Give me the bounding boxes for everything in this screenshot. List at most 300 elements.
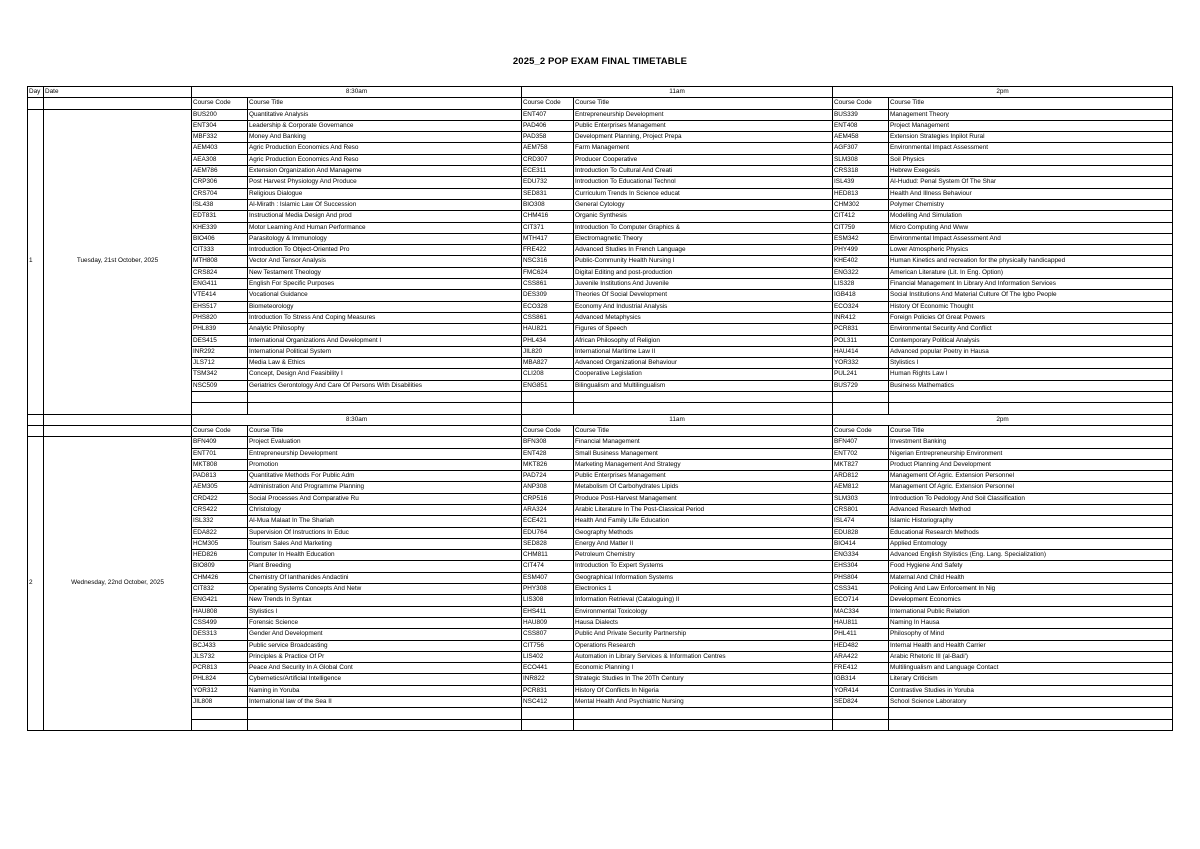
table-row bbox=[28, 233, 1173, 244]
course-title: Advanced Organizational Behaviour bbox=[574, 358, 833, 369]
course-code: HAU808 bbox=[192, 606, 248, 617]
table-row bbox=[28, 437, 1173, 448]
course-code: CSS341 bbox=[833, 584, 889, 595]
course-title: Development Economics bbox=[889, 595, 1173, 606]
course-title: Digital Editing and post-production bbox=[574, 267, 833, 278]
course-code: CRS801 bbox=[833, 504, 889, 515]
course-title: Business Mathematics bbox=[889, 380, 1173, 391]
course-title: Environmental Toxicology bbox=[574, 606, 833, 617]
course-title: Theories Of Social Development bbox=[574, 290, 833, 301]
course-title: Juvenile Institutions And Juvenile bbox=[574, 279, 833, 290]
course-code: TSM342 bbox=[192, 369, 248, 380]
course-title: Bilingualism and Multilingualism bbox=[574, 380, 833, 391]
course-code: ISL474 bbox=[833, 516, 889, 527]
course-title: History Of Conflicts In Nigeria bbox=[574, 685, 833, 696]
slot-header-row bbox=[28, 87, 1173, 98]
course-code: JLS732 bbox=[192, 651, 248, 662]
course-code: ENG322 bbox=[833, 267, 889, 278]
course-title: Entrepreneurship Development bbox=[248, 448, 522, 459]
course-title: Petroleum Chemistry bbox=[574, 550, 833, 561]
course-title: Small Business Management bbox=[574, 448, 833, 459]
course-title: Financial Management In Library And Information Services bbox=[889, 279, 1173, 290]
course-title: Hausa Dialects bbox=[574, 617, 833, 628]
course-title: Mental Health And Psychiatric Nursing bbox=[574, 697, 833, 708]
course-code: DES309 bbox=[522, 290, 574, 301]
course-title: Farm Management bbox=[574, 143, 833, 154]
course-code: LIS402 bbox=[522, 651, 574, 662]
course-code: AEM458 bbox=[833, 132, 889, 143]
course-title: Produce Post-Harvest Management bbox=[574, 493, 833, 504]
course-title-label: Course Title bbox=[889, 98, 1173, 109]
course-code: PCR831 bbox=[522, 685, 574, 696]
course-code: IGB314 bbox=[833, 674, 889, 685]
course-title: Al-Mirath : Islamic Law Of Succession bbox=[248, 199, 522, 210]
course-title: Health And Illness Behaviour bbox=[889, 188, 1173, 199]
blank-cell bbox=[574, 708, 833, 719]
table-row bbox=[28, 493, 1173, 504]
course-title: Environmental Impact Assessment bbox=[889, 143, 1173, 154]
course-title: International Political System bbox=[248, 346, 522, 357]
course-code: INR292 bbox=[192, 346, 248, 357]
course-code: PUL241 bbox=[833, 369, 889, 380]
course-title: Operations Research bbox=[574, 640, 833, 651]
course-title: Religious Dialogue bbox=[248, 188, 522, 199]
time-slot-header: 2pm bbox=[833, 414, 1173, 425]
day-number: 2 bbox=[28, 437, 44, 731]
course-title: Electronics 1 bbox=[574, 584, 833, 595]
course-title: Vector And Tensor Analysis bbox=[248, 256, 522, 267]
table-row bbox=[28, 697, 1173, 708]
course-title: Chemistry Of lanthanides Andactini bbox=[248, 572, 522, 583]
blank-cell bbox=[248, 403, 522, 414]
blank-cell bbox=[833, 719, 889, 730]
table-row bbox=[28, 674, 1173, 685]
course-code: CSS807 bbox=[522, 629, 574, 640]
course-title: Policing And Law Enforcement In Nig bbox=[889, 584, 1173, 595]
course-code: PHL839 bbox=[192, 324, 248, 335]
course-title: Promotion bbox=[248, 459, 522, 470]
course-code: NSC316 bbox=[522, 256, 574, 267]
table-row bbox=[28, 290, 1173, 301]
course-code: ECO441 bbox=[522, 663, 574, 674]
course-title: Agric Production Economics And Reso bbox=[248, 154, 522, 165]
course-code: BFN407 bbox=[833, 437, 889, 448]
course-code: ENT702 bbox=[833, 448, 889, 459]
time-slot-header: 11am bbox=[522, 414, 833, 425]
course-code: CIT759 bbox=[833, 222, 889, 233]
table-row bbox=[28, 166, 1173, 177]
blank-cell bbox=[248, 719, 522, 730]
course-title: Parasitology & Immunology bbox=[248, 233, 522, 244]
course-title: Soil Physics bbox=[889, 154, 1173, 165]
course-code: AGF307 bbox=[833, 143, 889, 154]
course-code: PCR831 bbox=[833, 324, 889, 335]
course-code: EDU828 bbox=[833, 527, 889, 538]
course-title: Post Harvest Physiology And Produce bbox=[248, 177, 522, 188]
course-title: Contrastive Studies in Yoruba bbox=[889, 685, 1173, 696]
course-title: Hebrew Exegesis bbox=[889, 166, 1173, 177]
course-title: Public-Community Health Nursing I bbox=[574, 256, 833, 267]
table-row bbox=[28, 245, 1173, 256]
table-row bbox=[28, 199, 1173, 210]
blank-cell bbox=[192, 392, 248, 403]
course-title: Public service Broadcasting bbox=[248, 640, 522, 651]
table-row bbox=[28, 279, 1173, 290]
table-row bbox=[28, 222, 1173, 233]
table-row bbox=[28, 335, 1173, 346]
course-code: INR412 bbox=[833, 312, 889, 323]
course-title: Economy And Industrial Analysis bbox=[574, 301, 833, 312]
course-title: Advanced Metaphysics bbox=[574, 312, 833, 323]
course-code: EDU732 bbox=[522, 177, 574, 188]
course-code: HED813 bbox=[833, 188, 889, 199]
course-code: CHM426 bbox=[192, 572, 248, 583]
course-title: Economic Planning I bbox=[574, 663, 833, 674]
course-title: Instructional Media Design And prod bbox=[248, 211, 522, 222]
blank-cell bbox=[889, 403, 1173, 414]
course-code-label: Course Code bbox=[192, 98, 248, 109]
course-code: CHM302 bbox=[833, 199, 889, 210]
course-title: Information Retrieval (Cataloguing) II bbox=[574, 595, 833, 606]
course-title-label: Course Title bbox=[248, 98, 522, 109]
course-title: Philosophy of Mind bbox=[889, 629, 1173, 640]
course-title-label: Course Title bbox=[889, 425, 1173, 436]
course-title: Gender And Development bbox=[248, 629, 522, 640]
course-title: Applied Entomology bbox=[889, 538, 1173, 549]
table-row bbox=[28, 267, 1173, 278]
course-title: Forensic Science bbox=[248, 617, 522, 628]
course-code: CHM811 bbox=[522, 550, 574, 561]
table-row bbox=[28, 256, 1173, 267]
course-code: CRP306 bbox=[192, 177, 248, 188]
course-code: BIO406 bbox=[192, 233, 248, 244]
course-title: Health And Family Life Education bbox=[574, 516, 833, 527]
course-title: Energy And Matter II bbox=[574, 538, 833, 549]
course-title: Introduction To Educational Technol bbox=[574, 177, 833, 188]
course-code: SLM303 bbox=[833, 493, 889, 504]
exam-date: Tuesday, 21st October, 2025 bbox=[44, 109, 192, 414]
course-title: Tourism Sales And Marketing bbox=[248, 538, 522, 549]
course-code: MKT808 bbox=[192, 459, 248, 470]
course-code: CRD307 bbox=[522, 154, 574, 165]
course-title: American Literature (Lit. In Eng. Option) bbox=[889, 267, 1173, 278]
course-title: Leadership & Corporate Governance bbox=[248, 120, 522, 131]
blank-cell bbox=[889, 392, 1173, 403]
course-code: MBF332 bbox=[192, 132, 248, 143]
course-code: HAU414 bbox=[833, 346, 889, 357]
course-title: Agric Production Economics And Reso bbox=[248, 143, 522, 154]
table-row bbox=[28, 595, 1173, 606]
course-code: ENT408 bbox=[833, 120, 889, 131]
course-code: MKT827 bbox=[833, 459, 889, 470]
course-code: ECE421 bbox=[522, 516, 574, 527]
course-title: Naming In Hausa bbox=[889, 617, 1173, 628]
course-title: Social Institutions And Material Culture Of The Igbo People bbox=[889, 290, 1173, 301]
course-code: PHY308 bbox=[522, 584, 574, 595]
course-title: Entrepreneurship Development bbox=[574, 109, 833, 120]
day-number: 1 bbox=[28, 109, 44, 414]
course-title: New Testament Theology bbox=[248, 267, 522, 278]
blank-cell bbox=[248, 708, 522, 719]
course-title: Analytic Philosophy bbox=[248, 324, 522, 335]
course-code: SED828 bbox=[522, 538, 574, 549]
course-title: School Science Laboratory bbox=[889, 697, 1173, 708]
course-code: KHE339 bbox=[192, 222, 248, 233]
course-title: Introduction To Cultural And Creati bbox=[574, 166, 833, 177]
blank-cell bbox=[574, 392, 833, 403]
course-title: Introduction To Pedology And Soil Classification bbox=[889, 493, 1173, 504]
course-code: PAD813 bbox=[192, 471, 248, 482]
blank-cell bbox=[833, 708, 889, 719]
course-title: Multilingualism and Language Contact bbox=[889, 663, 1173, 674]
blank-row bbox=[28, 719, 1173, 730]
table-row bbox=[28, 561, 1173, 572]
course-code: BIO414 bbox=[833, 538, 889, 549]
course-title: Contemporary Political Analysis bbox=[889, 335, 1173, 346]
table-row bbox=[28, 516, 1173, 527]
course-title-label: Course Title bbox=[574, 98, 833, 109]
course-code: JLS712 bbox=[192, 358, 248, 369]
table-row bbox=[28, 584, 1173, 595]
course-title: International Public Relation bbox=[889, 606, 1173, 617]
course-title: Producer Cooperative bbox=[574, 154, 833, 165]
course-code: AEM305 bbox=[192, 482, 248, 493]
table-row bbox=[28, 606, 1173, 617]
course-code: ENG851 bbox=[522, 380, 574, 391]
course-title: Geographical Information Systems bbox=[574, 572, 833, 583]
course-title: Development Planning, Project Prepa bbox=[574, 132, 833, 143]
course-code: EHS411 bbox=[522, 606, 574, 617]
course-code: ECO328 bbox=[522, 301, 574, 312]
course-title: Quantitative Analysis bbox=[248, 109, 522, 120]
table-row bbox=[28, 550, 1173, 561]
course-code: CIT474 bbox=[522, 561, 574, 572]
course-code: BIO308 bbox=[522, 199, 574, 210]
course-title: Extension Organization And Manageme bbox=[248, 166, 522, 177]
course-title: General Cytology bbox=[574, 199, 833, 210]
course-code: BUS200 bbox=[192, 109, 248, 120]
date-header: Date bbox=[44, 87, 192, 98]
course-code: AEM812 bbox=[833, 482, 889, 493]
course-title: International law of the Sea II bbox=[248, 697, 522, 708]
blank-cell bbox=[574, 719, 833, 730]
course-code: CIT333 bbox=[192, 245, 248, 256]
course-code: ECO714 bbox=[833, 595, 889, 606]
table-row bbox=[28, 527, 1173, 538]
course-code: HAU811 bbox=[833, 617, 889, 628]
course-code: ENT407 bbox=[522, 109, 574, 120]
course-title: Extension Strategies Inpilot Rural bbox=[889, 132, 1173, 143]
course-code: CRS318 bbox=[833, 166, 889, 177]
course-code: EDT831 bbox=[192, 211, 248, 222]
blank-cell bbox=[833, 403, 889, 414]
table-row bbox=[28, 448, 1173, 459]
course-title: Nigerian Entrepreneurship Environment bbox=[889, 448, 1173, 459]
page-title: 2025_2 POP EXAM FINAL TIMETABLE bbox=[512, 56, 688, 67]
blank-cell bbox=[28, 414, 44, 425]
course-code: PHL434 bbox=[522, 335, 574, 346]
course-code: PHS820 bbox=[192, 312, 248, 323]
course-code: CSS861 bbox=[522, 279, 574, 290]
course-code: PAD406 bbox=[522, 120, 574, 131]
course-code-label: Course Code bbox=[833, 425, 889, 436]
course-title: Money And Banking bbox=[248, 132, 522, 143]
course-title: Public Enterprises Management bbox=[574, 471, 833, 482]
course-title: Human Rights Law I bbox=[889, 369, 1173, 380]
exam-date: Wednesday, 22nd October, 2025 bbox=[44, 437, 192, 731]
course-title: Curriculum Trends In Science educat bbox=[574, 188, 833, 199]
day-header: Day bbox=[28, 87, 44, 98]
course-title: Social Processes And Comparative Ru bbox=[248, 493, 522, 504]
course-code: FRE422 bbox=[522, 245, 574, 256]
blank-cell bbox=[889, 708, 1173, 719]
course-code: JIL808 bbox=[192, 697, 248, 708]
course-title: Vocational Guidance bbox=[248, 290, 522, 301]
course-code: MKT826 bbox=[522, 459, 574, 470]
course-code: SED831 bbox=[522, 188, 574, 199]
table-row bbox=[28, 346, 1173, 357]
course-title: Marketing Management And Strategy bbox=[574, 459, 833, 470]
course-code: CRS824 bbox=[192, 267, 248, 278]
table-row bbox=[28, 143, 1173, 154]
course-title: Management Theory bbox=[889, 109, 1173, 120]
table-row bbox=[28, 685, 1173, 696]
course-title-label: Course Title bbox=[248, 425, 522, 436]
course-code: CRS704 bbox=[192, 188, 248, 199]
blank-cell bbox=[574, 403, 833, 414]
course-title: Automation in Library Services & Information Centres bbox=[574, 651, 833, 662]
course-code: FMC624 bbox=[522, 267, 574, 278]
course-code: SLM308 bbox=[833, 154, 889, 165]
table-row bbox=[28, 358, 1173, 369]
course-code: ENG411 bbox=[192, 279, 248, 290]
course-title: Principles & Practice Of Pr bbox=[248, 651, 522, 662]
course-title: Internal Health and Health Carrier bbox=[889, 640, 1173, 651]
course-code: AEM758 bbox=[522, 143, 574, 154]
course-code: CIT412 bbox=[833, 211, 889, 222]
course-title: Plant Breeding bbox=[248, 561, 522, 572]
course-title: Environmental Impact Assessment And bbox=[889, 233, 1173, 244]
course-code: ISL332 bbox=[192, 516, 248, 527]
course-code: ARD812 bbox=[833, 471, 889, 482]
table-row bbox=[28, 324, 1173, 335]
course-code: HCM305 bbox=[192, 538, 248, 549]
blank-cell bbox=[522, 719, 574, 730]
course-title: Educational Research Methods bbox=[889, 527, 1173, 538]
course-code: BUS729 bbox=[833, 380, 889, 391]
course-title: Investment Banking bbox=[889, 437, 1173, 448]
course-title: Polymer Chemistry bbox=[889, 199, 1173, 210]
course-code: CIT371 bbox=[522, 222, 574, 233]
course-code: EDA822 bbox=[192, 527, 248, 538]
exam-timetable bbox=[27, 86, 1173, 731]
blank-cell bbox=[44, 414, 192, 425]
course-code-label: Course Code bbox=[192, 425, 248, 436]
course-title: Figures of Speech bbox=[574, 324, 833, 335]
blank-cell bbox=[28, 98, 44, 109]
course-title: Introduction To Stress And Coping Measures bbox=[248, 312, 522, 323]
course-title: Environmental Security And Conflict bbox=[889, 324, 1173, 335]
course-code: CHM416 bbox=[522, 211, 574, 222]
time-slot-header: 2pm bbox=[833, 87, 1173, 98]
course-code: CRD422 bbox=[192, 493, 248, 504]
table-row bbox=[28, 312, 1173, 323]
table-row bbox=[28, 154, 1173, 165]
course-code: VTE414 bbox=[192, 290, 248, 301]
course-title: Stylistics I bbox=[889, 358, 1173, 369]
course-code: JIL820 bbox=[522, 346, 574, 357]
blank-cell bbox=[833, 392, 889, 403]
table-row bbox=[28, 538, 1173, 549]
course-code: ECE311 bbox=[522, 166, 574, 177]
column-label-row bbox=[28, 425, 1173, 436]
table-row bbox=[28, 651, 1173, 662]
column-label-row bbox=[28, 98, 1173, 109]
course-title: New Trends In Syntax bbox=[248, 595, 522, 606]
blank-row bbox=[28, 392, 1173, 403]
course-title: Cooperative Legislation bbox=[574, 369, 833, 380]
course-code: AEM786 bbox=[192, 166, 248, 177]
course-title: Electromagnetic Theory bbox=[574, 233, 833, 244]
course-code: ESM342 bbox=[833, 233, 889, 244]
course-code: CSS861 bbox=[522, 312, 574, 323]
course-code: PAD358 bbox=[522, 132, 574, 143]
course-code: INR822 bbox=[522, 674, 574, 685]
course-code-label: Course Code bbox=[522, 425, 574, 436]
course-code: AEM403 bbox=[192, 143, 248, 154]
course-code: AEA308 bbox=[192, 154, 248, 165]
course-code: LIS308 bbox=[522, 595, 574, 606]
course-title: Al-Hudud: Penal System Of The Shar bbox=[889, 177, 1173, 188]
course-code: BCJ433 bbox=[192, 640, 248, 651]
course-title: Administration And Programme Planning bbox=[248, 482, 522, 493]
course-title-label: Course Title bbox=[574, 425, 833, 436]
table-row bbox=[28, 120, 1173, 131]
time-slot-header: 8:30am bbox=[192, 87, 522, 98]
course-code: MAC334 bbox=[833, 606, 889, 617]
course-code: DES415 bbox=[192, 335, 248, 346]
blank-row bbox=[28, 708, 1173, 719]
course-title: Introduction To Expert Systems bbox=[574, 561, 833, 572]
course-title: Management Of Agric. Extension Personnel bbox=[889, 471, 1173, 482]
course-code: HAU809 bbox=[522, 617, 574, 628]
table-row bbox=[28, 132, 1173, 143]
course-code: CRS422 bbox=[192, 504, 248, 515]
course-code: MBA827 bbox=[522, 358, 574, 369]
course-title: Arabic Rhetoric III (al-Badi') bbox=[889, 651, 1173, 662]
course-title: Motor Learning And Human Performance bbox=[248, 222, 522, 233]
table-row bbox=[28, 109, 1173, 120]
course-code: YOR312 bbox=[192, 685, 248, 696]
course-title: Advanced Research Method bbox=[889, 504, 1173, 515]
course-code: CIT756 bbox=[522, 640, 574, 651]
table-row bbox=[28, 211, 1173, 222]
course-title: Human Kinetics and recreation for the physically handicapped bbox=[889, 256, 1173, 267]
course-title: Geriatrics Gerontology And Care Of Persons With Disabilities bbox=[248, 380, 522, 391]
table-row bbox=[28, 369, 1173, 380]
blank-cell bbox=[522, 392, 574, 403]
course-code: ENT428 bbox=[522, 448, 574, 459]
course-code: EDU764 bbox=[522, 527, 574, 538]
course-code: ENT701 bbox=[192, 448, 248, 459]
blank-cell bbox=[889, 719, 1173, 730]
course-title: Management Of Agric. Extension Personnel bbox=[889, 482, 1173, 493]
table-row bbox=[28, 471, 1173, 482]
course-title: Lower Atmospheric Physics bbox=[889, 245, 1173, 256]
course-code: NSC509 bbox=[192, 380, 248, 391]
blank-cell bbox=[248, 392, 522, 403]
course-title: Supervision Of Instructions In Educ bbox=[248, 527, 522, 538]
